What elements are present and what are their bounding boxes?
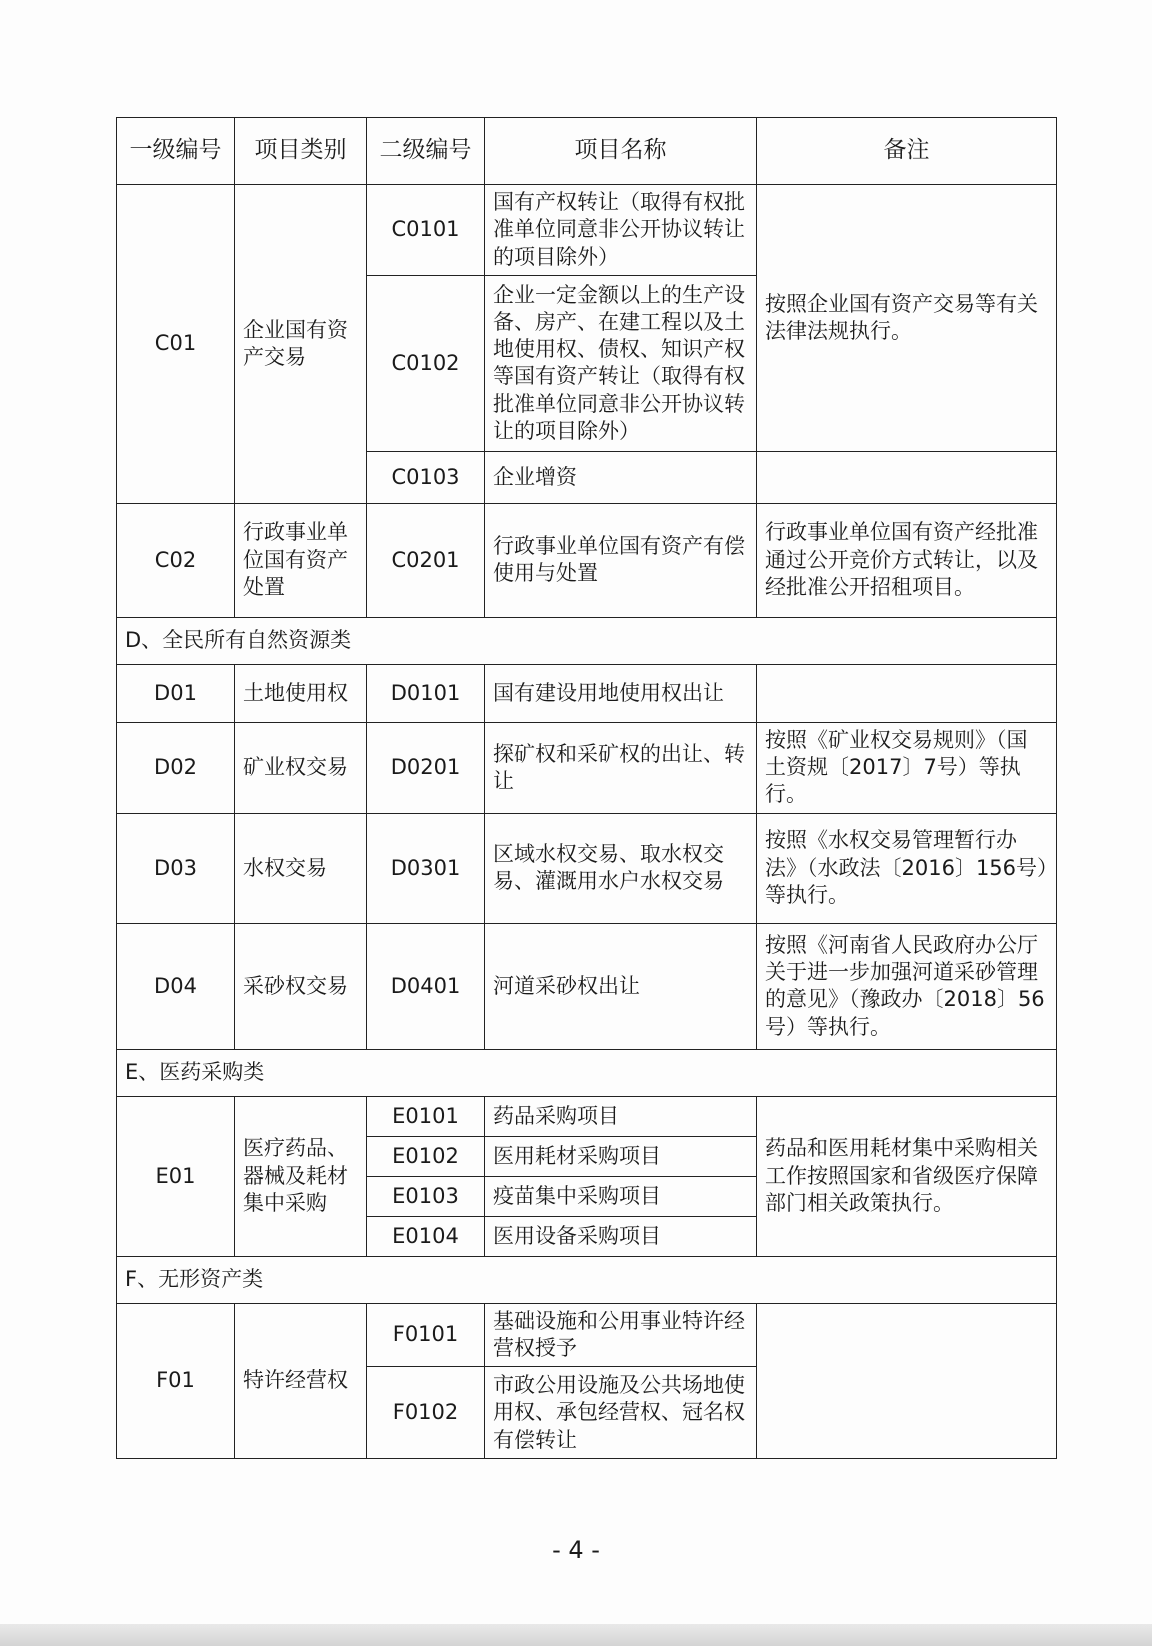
header-level1-code: 一级编号 xyxy=(117,118,235,185)
category: 医疗药品、器械及耗材集中采购 xyxy=(235,1096,367,1256)
item-name: 市政公用设施及公共场地使用权、承包经营权、冠名权有偿转让 xyxy=(485,1367,757,1459)
table-row xyxy=(117,503,1057,617)
level2-code: D0201 xyxy=(367,722,485,813)
table-row xyxy=(117,722,1057,813)
level1-code: C01 xyxy=(117,185,235,504)
level1-code: C02 xyxy=(117,503,235,617)
level1-code: D02 xyxy=(117,722,235,813)
level2-code: D0401 xyxy=(367,923,485,1049)
level1-code: E01 xyxy=(117,1096,235,1256)
item-name: 探矿权和采矿权的出让、转让 xyxy=(485,722,757,813)
item-name: 国有产权转让（取得有权批准单位同意非公开协议转让的项目除外） xyxy=(485,185,757,276)
level1-code: F01 xyxy=(117,1303,235,1459)
section-row xyxy=(117,1049,1057,1096)
remark: 行政事业单位国有资产经批准通过公开竞价方式转让，以及经批准公开招租项目。 xyxy=(757,503,1057,617)
category: 水权交易 xyxy=(235,813,367,923)
table-header-row xyxy=(117,118,1057,185)
item-name: 药品采购项目 xyxy=(485,1096,757,1136)
remark: 按照《河南省人民政府办公厅关于进一步加强河道采砂管理的意见》（豫政办〔2018〕56号）等执行。 xyxy=(757,923,1057,1049)
item-name: 疫苗集中采购项目 xyxy=(485,1176,757,1216)
item-name: 企业增资 xyxy=(485,451,757,503)
section-heading: D、全民所有自然资源类 xyxy=(117,617,1057,664)
level2-code: C0201 xyxy=(367,503,485,617)
table-row xyxy=(117,1096,1057,1136)
item-name: 医用设备采购项目 xyxy=(485,1216,757,1256)
table-row xyxy=(117,185,1057,276)
category: 土地使用权 xyxy=(235,664,367,722)
section-heading: F、无形资产类 xyxy=(117,1256,1057,1303)
header-remark: 备注 xyxy=(757,118,1057,185)
remark xyxy=(757,1303,1057,1459)
header-category: 项目类别 xyxy=(235,118,367,185)
header-item-name: 项目名称 xyxy=(485,118,757,185)
remark: 按照《水权交易管理暂行办法》（水政法〔2016〕156号）等执行。 xyxy=(757,813,1057,923)
category: 企业国有资产交易 xyxy=(235,185,367,504)
remark: 按照《矿业权交易规则》（国土资规〔2017〕7号）等执行。 xyxy=(757,722,1057,813)
level1-code: D04 xyxy=(117,923,235,1049)
level2-code: D0301 xyxy=(367,813,485,923)
level2-code: D0101 xyxy=(367,664,485,722)
project-catalog-table xyxy=(116,117,1057,1459)
item-name: 行政事业单位国有资产有偿使用与处置 xyxy=(485,503,757,617)
table-row xyxy=(117,1303,1057,1367)
section-row xyxy=(117,617,1057,664)
item-name: 区域水权交易、取水权交易、灌溉用水户水权交易 xyxy=(485,813,757,923)
table-row xyxy=(117,664,1057,722)
level2-code: E0103 xyxy=(367,1176,485,1216)
remark: 按照企业国有资产交易等有关法律法规执行。 xyxy=(757,185,1057,452)
section-heading: E、医药采购类 xyxy=(117,1049,1057,1096)
item-name: 企业一定金额以上的生产设备、房产、在建工程以及土地使用权、债权、知识产权等国有资产转让（取得有权批准单位同意非公开协议转让的项目除外） xyxy=(485,275,757,451)
level1-code: D03 xyxy=(117,813,235,923)
section-row xyxy=(117,1256,1057,1303)
item-name: 河道采砂权出让 xyxy=(485,923,757,1049)
scan-edge xyxy=(0,1624,1152,1646)
page-number: - 4 - xyxy=(552,1536,600,1564)
category: 采砂权交易 xyxy=(235,923,367,1049)
level2-code: C0102 xyxy=(367,275,485,451)
item-name: 基础设施和公用事业特许经营权授予 xyxy=(485,1303,757,1367)
category: 矿业权交易 xyxy=(235,722,367,813)
table-row xyxy=(117,923,1057,1049)
level2-code: F0101 xyxy=(367,1303,485,1367)
remark xyxy=(757,664,1057,722)
level2-code: E0104 xyxy=(367,1216,485,1256)
level1-code: D01 xyxy=(117,664,235,722)
header-level2-code: 二级编号 xyxy=(367,118,485,185)
category: 行政事业单位国有资产处置 xyxy=(235,503,367,617)
category: 特许经营权 xyxy=(235,1303,367,1459)
level2-code: C0101 xyxy=(367,185,485,276)
item-name: 医用耗材采购项目 xyxy=(485,1136,757,1176)
level2-code: C0103 xyxy=(367,451,485,503)
table-row xyxy=(117,813,1057,923)
remark-empty xyxy=(757,451,1057,503)
level2-code: E0102 xyxy=(367,1136,485,1176)
remark: 药品和医用耗材集中采购相关工作按照国家和省级医疗保障部门相关政策执行。 xyxy=(757,1096,1057,1256)
level2-code: E0101 xyxy=(367,1096,485,1136)
level2-code: F0102 xyxy=(367,1367,485,1459)
item-name: 国有建设用地使用权出让 xyxy=(485,664,757,722)
